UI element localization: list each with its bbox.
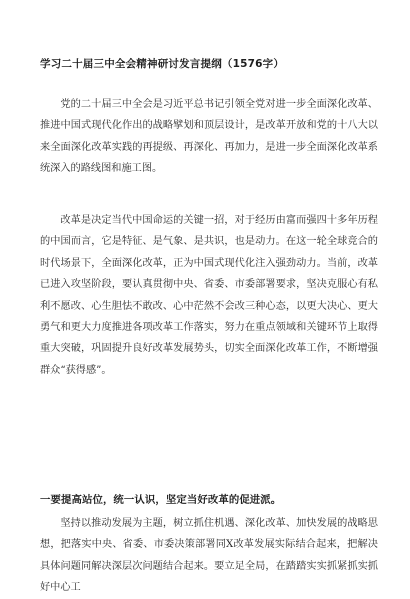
paragraph-3-text: 坚持以推动发展为主题，树立抓住机遇、深化改革、加快发展的战略思想，把落实中央、省委、市委决策部署同X改革发展实际结合起来，把解决具体问题同解决深层次问题结合起来。要立足全局，在踏踏实实抓紧抓实抓好中心工: [40, 518, 378, 594]
document-title: 学习二十届三中全会精神研讨发言提纲（1576字）: [40, 58, 285, 70]
section-heading: 一要提高站位，统一认识，坚定当好改革的促进派。: [40, 494, 282, 506]
paragraph-2-text: 改革是决定当代中国命运的关键一招，对于经历由富而强四十多年历程的中国而言，它是特征、是气象、是共识，也是动力。在这一轮全球竞合的时代场景下，全面深化改革，正为中国式现代化注入强劲动力。当前，改革已进入攻坚阶段，要认真贯彻中央、省委、市委部署要求，坚决克服心有私利不愿改、心生胆怯不敢改、心中茫然不会改三种心态，以更大决心、更大勇气和更大力度推进各项改革工作落实，努力在重点领域和关键环节上取得重大突破，巩固提升良好改革发展势头，切实全面深化改革工作，不断增强群众“获得感”。: [40, 215, 378, 376]
paragraph-1: [40, 94, 378, 180]
paragraph-1-text: 党的二十届三中全会是习近平总书记引领全党对进一步全面深化改革、推进中国式现代化作出的战略擘划和顶层设计，是改革开放和党的十八大以来全面深化改革实践的再提级、再深化、再加力，是进一步全面深化改革系统深入的路线图和施工图。: [40, 99, 378, 175]
paragraph-3: [40, 513, 378, 599]
paragraph-2: [40, 210, 378, 381]
